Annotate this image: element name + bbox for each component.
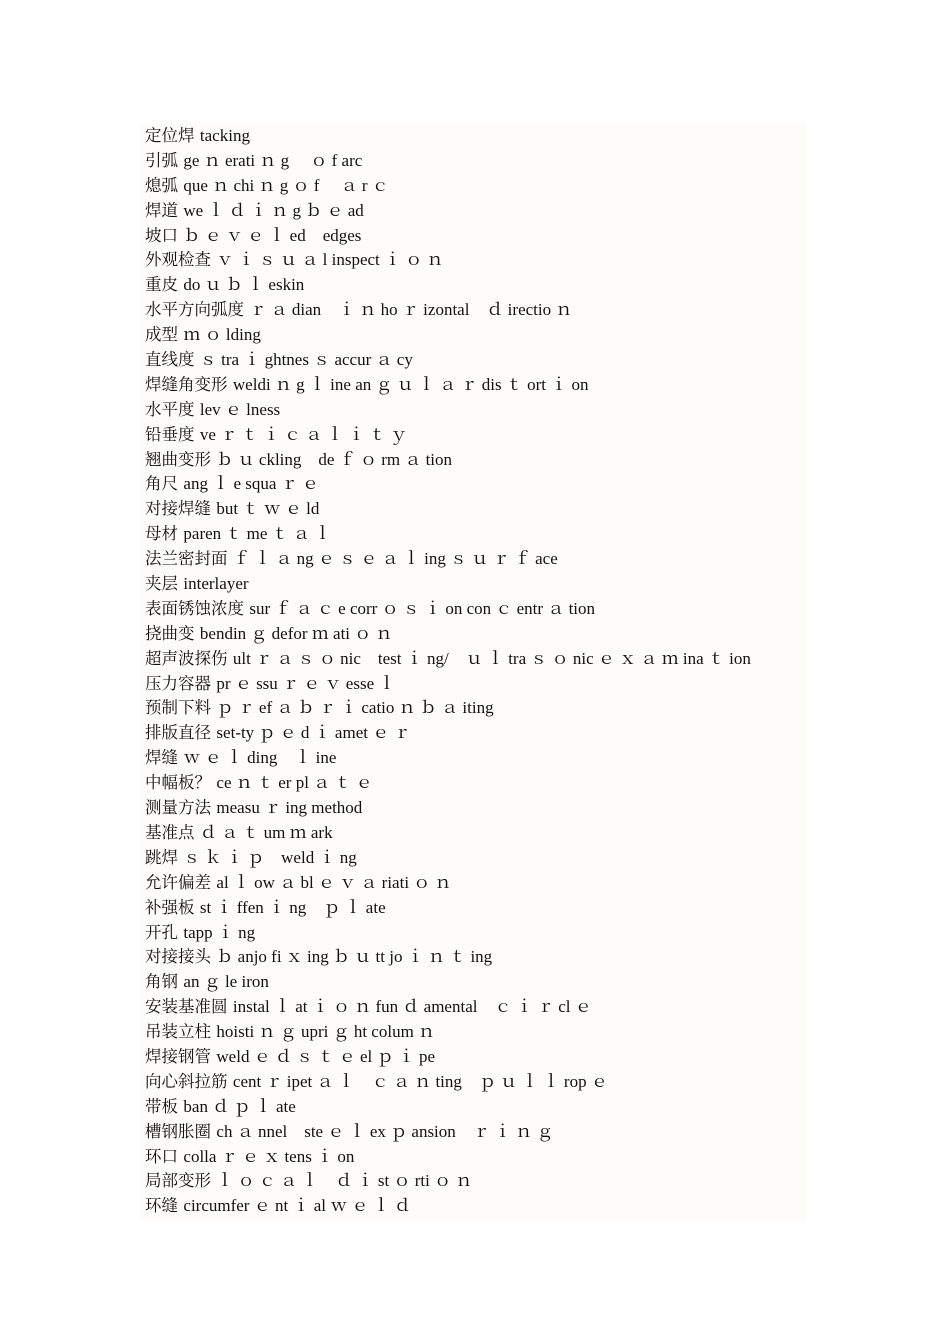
glossary-entry — [145, 597, 805, 622]
glossary-entry — [145, 522, 805, 547]
chinese-term: 中幅板？ — [145, 773, 211, 793]
chinese-term: 引弧 — [145, 150, 178, 170]
glossary-entry — [145, 995, 805, 1020]
glossary-entry — [145, 871, 805, 896]
glossary-entry — [145, 199, 805, 224]
glossary-entry — [145, 1145, 805, 1170]
glossary-entry — [145, 448, 805, 473]
glossary-entry — [145, 771, 805, 796]
chinese-term: 角尺 — [145, 474, 178, 494]
english-term: colla ｒ ｅ ｘ tens ｉ on — [183, 1146, 355, 1166]
chinese-term: 安装基准圆 — [145, 997, 228, 1017]
glossary-entry — [145, 696, 805, 721]
chinese-term: 环口 — [145, 1146, 178, 1166]
chinese-term: 焊接钢管 — [145, 1046, 211, 1066]
english-term: ｓ tra ｉ ghtnes ｓ accur ａ cy — [199, 350, 413, 370]
glossary-entry — [145, 796, 805, 821]
glossary-entry — [145, 896, 805, 921]
chinese-term: 环缝 — [145, 1196, 178, 1216]
english-term: circumfer ｅ nt ｉ al ｗ ｅ ｌ ｄ — [183, 1196, 411, 1216]
chinese-term: 对接焊缝 — [145, 499, 211, 519]
chinese-term: 跳焊 — [145, 847, 178, 867]
chinese-term: 压力容器 — [145, 673, 211, 693]
glossary-entry — [145, 622, 805, 647]
english-term: we ｌ ｄ ｉ ｎ g ｂ ｅ ad — [183, 200, 364, 220]
glossary-entry — [145, 746, 805, 771]
english-term: weld ｅ ｄ ｓ ｔ ｅ el ｐ ｉ pe — [216, 1046, 436, 1066]
document-page — [140, 124, 806, 1220]
english-term: an ｇ le iron — [183, 972, 269, 992]
glossary-entry — [145, 721, 805, 746]
glossary-entry — [145, 472, 805, 497]
chinese-term: 超声波探伤 — [145, 648, 228, 668]
glossary-entry — [145, 821, 805, 846]
chinese-term: 基准点 — [145, 822, 195, 842]
english-term: ｍ ｏ lding — [183, 325, 261, 345]
english-term: tacking — [199, 126, 250, 145]
english-term: ult ｒ ａ ｓ ｏ nic test ｉ ng/ ｕ ｌ tra ｓ ｏ nic ｅ ｘ ａ ｍ ina ｔ ion — [232, 648, 751, 668]
english-term: ce ｎ ｔ er pl ａ ｔ ｅ — [216, 773, 373, 793]
chinese-term: 水平方向弧度 — [145, 300, 244, 320]
glossary-entry — [145, 1120, 805, 1145]
chinese-term: 带板 — [145, 1096, 178, 1116]
english-term: ｒ ａ dian ｉ ｎ ho ｒ izontal ｄ irectio ｎ — [249, 300, 573, 320]
chinese-term: 允许偏差 — [145, 872, 211, 892]
glossary-entry — [145, 970, 805, 995]
chinese-term: 夹层 — [145, 574, 178, 594]
chinese-term: 向心斜拉筋 — [145, 1071, 228, 1091]
glossary-entry — [145, 248, 805, 273]
glossary-entry — [145, 423, 805, 448]
glossary-entry — [145, 547, 805, 572]
chinese-term: 局部变形 — [145, 1171, 211, 1191]
english-term: al ｌ ow ａ bl ｅ ｖ ａ riati ｏ ｎ — [216, 872, 452, 892]
chinese-term: 翘曲变形 — [145, 449, 211, 469]
english-term: ｆ ｌ ａ ng ｅ ｓ ｅ ａ ｌ ing ｓ ｕ ｒ ｆ ace — [232, 549, 558, 569]
english-term: lev ｅ lness — [199, 399, 281, 419]
chinese-term: 成型 — [145, 325, 178, 345]
chinese-term: 母材 — [145, 524, 178, 544]
english-term: pr ｅ ssu ｒ ｅ ｖ esse ｌ — [216, 673, 396, 693]
english-term: weldi ｎ g ｌ ine an ｇ ｕ ｌ ａ ｒ dis ｔ ort ｉ on — [232, 374, 589, 394]
glossary-entry — [145, 1095, 805, 1120]
glossary-entry — [145, 273, 805, 298]
glossary-entry — [145, 945, 805, 970]
english-term: ｗ ｅ ｌ ding ｌ ine — [183, 748, 337, 768]
english-term: interlayer — [183, 574, 249, 594]
english-term: sur ｆ ａ ｃ e corr ｏ ｓ ｉ on con ｃ entr ａ tion — [249, 598, 596, 618]
chinese-term: 焊道 — [145, 200, 178, 220]
english-term: cent ｒ ipet ａ ｌ ｃ ａ ｎ ting ｐ ｕ ｌ ｌ rop ｅ — [232, 1071, 608, 1091]
chinese-term: 外观检查 — [145, 250, 211, 270]
chinese-term: 槽钢胀圈 — [145, 1121, 211, 1141]
glossary-entry — [145, 298, 805, 323]
english-term: que ｎ chi ｎ g ｏ f ａ r ｃ — [183, 175, 389, 195]
glossary-entry — [145, 1070, 805, 1095]
chinese-term: 焊缝角变形 — [145, 374, 228, 394]
glossary-entry — [145, 672, 805, 697]
chinese-term: 开孔 — [145, 922, 178, 942]
chinese-term: 挠曲变 — [145, 623, 195, 643]
english-term: ve ｒ ｔ ｉ ｃ ａ ｌ ｉ ｔ ｙ — [199, 424, 408, 444]
english-term: ｂ anjo fi ｘ ing ｂ ｕ tt jo ｉ ｎ ｔ ing — [216, 947, 493, 967]
english-term: ｌ ｏ ｃ ａ ｌ ｄ ｉ st ｏ rti ｏ ｎ — [216, 1171, 473, 1191]
chinese-term: 法兰密封面 — [145, 549, 228, 569]
chinese-term: 直线度 — [145, 350, 195, 370]
glossary-entry — [145, 1169, 805, 1194]
glossary-entry — [145, 224, 805, 249]
english-term: ang ｌ e squa ｒ ｅ — [183, 474, 319, 494]
english-term: ge ｎ erati ｎ g ｏ f arc — [183, 150, 363, 170]
english-term: tapp ｉ ng — [183, 922, 256, 942]
chinese-term: 预制下料 — [145, 698, 211, 718]
chinese-term: 对接接头 — [145, 947, 211, 967]
glossary-entry — [145, 497, 805, 522]
glossary-entry — [145, 398, 805, 423]
english-term: ｖ ｉ ｓ ｕ ａ l inspect ｉ ｏ ｎ — [216, 250, 444, 270]
english-term: ｂ ｅ ｖ ｅ ｌ ed edges — [183, 225, 362, 245]
glossary-entry — [145, 921, 805, 946]
glossary-list — [145, 124, 805, 1219]
glossary-entry — [145, 1194, 805, 1219]
english-term: ch ａ nnel ste ｅ ｌ ex ｐ ansion ｒ ｉ ｎ ｇ — [216, 1121, 554, 1141]
chinese-term: 坡口 — [145, 225, 178, 245]
chinese-term: 角钢 — [145, 972, 178, 992]
glossary-entry — [145, 846, 805, 871]
chinese-term: 铅垂度 — [145, 424, 195, 444]
english-term: ｐ ｒ ef ａ ｂ ｒ ｉ catio ｎ ｂ ａ iting — [216, 698, 494, 718]
english-term: st ｉ ffen ｉ ng ｐ ｌ ate — [199, 897, 386, 917]
english-term: but ｔ ｗ ｅ ld — [216, 499, 320, 519]
chinese-term: 测量方法 — [145, 798, 211, 818]
english-term: bendin ｇ defor ｍ ati ｏ ｎ — [199, 623, 393, 643]
glossary-entry — [145, 348, 805, 373]
english-term: set-ty ｐ ｅ d ｉ amet ｅ ｒ — [216, 723, 411, 743]
chinese-term: 焊缝 — [145, 748, 178, 768]
english-term: hoisti ｎ ｇ upri ｇ ht colum ｎ — [216, 1022, 436, 1042]
english-term: instal ｌ at ｉ ｏ ｎ fun ｄ amental ｃ ｉ ｒ cl ｅ — [232, 997, 592, 1017]
chinese-term: 补强板 — [145, 897, 195, 917]
english-term: measu ｒ ing method — [216, 798, 363, 818]
glossary-entry — [145, 174, 805, 199]
glossary-entry — [145, 647, 805, 672]
glossary-entry — [145, 1020, 805, 1045]
chinese-term: 吊装立柱 — [145, 1022, 211, 1042]
chinese-term: 熄弧 — [145, 175, 178, 195]
chinese-term: 重皮 — [145, 275, 178, 295]
glossary-entry — [145, 124, 805, 149]
glossary-entry — [145, 373, 805, 398]
english-term: ｂ ｕ ckling de ｆ ｏ rm ａ tion — [216, 449, 453, 469]
english-term: do ｕ ｂ ｌ eskin — [183, 275, 305, 295]
glossary-entry — [145, 572, 805, 597]
chinese-term: 排版直径 — [145, 723, 211, 743]
english-term: ban ｄ ｐ ｌ ate — [183, 1096, 296, 1116]
glossary-entry — [145, 149, 805, 174]
chinese-term: 表面锈蚀浓度 — [145, 598, 244, 618]
chinese-term: 定位焊 — [145, 126, 195, 145]
english-term: ｄ ａ ｔ um ｍ ark — [199, 822, 333, 842]
english-term: paren ｔ me ｔ ａ ｌ — [183, 524, 332, 544]
glossary-entry — [145, 1045, 805, 1070]
chinese-term: 水平度 — [145, 399, 195, 419]
english-term: ｓ ｋ ｉ ｐ weld ｉ ng — [183, 847, 357, 867]
glossary-entry — [145, 323, 805, 348]
